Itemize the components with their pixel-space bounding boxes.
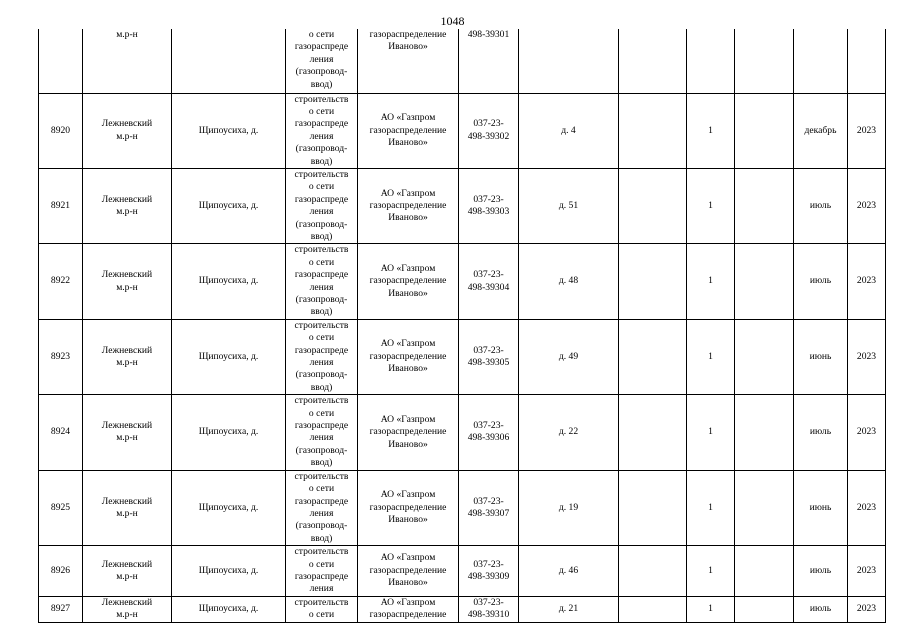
cell-locality: Щипоусиха, д. [172, 546, 286, 597]
cell-locality: Щипоусиха, д. [172, 470, 286, 545]
cell-address: д. 48 [519, 244, 619, 319]
cell-month: июнь [794, 319, 848, 394]
cell-works: строительств о сети [286, 596, 358, 622]
cell-works: строительств о сети газораспреде ления (газопровод- ввод) [286, 244, 358, 319]
cell-number: 8924 [39, 395, 83, 470]
cell-works: строительств о сети газораспреде ления [286, 546, 358, 597]
cell-organization: газораспределение Иваново» [358, 29, 459, 93]
table-row-continued [39, 29, 886, 93]
cell-year: 2023 [848, 470, 886, 545]
cell-month: июнь [794, 470, 848, 545]
table-row [39, 395, 886, 470]
cell-works: о сети газораспреде ления (газопровод- ввод) [286, 29, 358, 93]
cell-number: 8923 [39, 319, 83, 394]
cell-year: 2023 [848, 319, 886, 394]
cell-locality: Щипоусиха, д. [172, 168, 286, 243]
cell-month [794, 29, 848, 93]
cell-count: 1 [687, 319, 735, 394]
cell-code: 037-23- 498-39304 [459, 244, 519, 319]
cell-count: 1 [687, 596, 735, 622]
cell-col8 [619, 319, 687, 394]
cell-number: 8921 [39, 168, 83, 243]
cell-year: 2023 [848, 168, 886, 243]
cell-address: д. 49 [519, 319, 619, 394]
cell-count [687, 29, 735, 93]
cell-year: 2023 [848, 244, 886, 319]
cell-month: декабрь [794, 93, 848, 168]
cell-district: Лежневский м.р-н [83, 470, 172, 545]
cell-organization: АО «Газпром газораспределение Иваново» [358, 546, 459, 597]
cell-count: 1 [687, 546, 735, 597]
cell-col8 [619, 244, 687, 319]
cell-year: 2023 [848, 596, 886, 622]
cell-col10 [735, 93, 794, 168]
cell-organization: АО «Газпром газораспределение Иваново» [358, 168, 459, 243]
table-row [39, 470, 886, 545]
cell-works: строительств о сети газораспреде ления (газопровод- ввод) [286, 168, 358, 243]
cell-organization: АО «Газпром газораспределение Иваново» [358, 93, 459, 168]
cell-code: 037-23- 498-39309 [459, 546, 519, 597]
cell-code: 037-23- 498-39306 [459, 395, 519, 470]
cell-month: июль [794, 596, 848, 622]
cell-locality: Щипоусиха, д. [172, 596, 286, 622]
cell-col10 [735, 395, 794, 470]
cell-code: 037-23- 498-39303 [459, 168, 519, 243]
cell-code: 037-23- 498-39302 [459, 93, 519, 168]
cell-month: июль [794, 546, 848, 597]
cell-col8 [619, 546, 687, 597]
cell-year [848, 29, 886, 93]
cell-col10 [735, 596, 794, 622]
cell-count: 1 [687, 395, 735, 470]
cell-month: июль [794, 395, 848, 470]
cell-col8 [619, 29, 687, 93]
cell-col10 [735, 168, 794, 243]
cell-number [39, 29, 83, 93]
table-row [39, 596, 886, 622]
cell-district: м.р-н [83, 29, 172, 93]
table-row [39, 319, 886, 394]
cell-district: Лежневский м.р-н [83, 93, 172, 168]
cell-district: Лежневский м.р-н [83, 395, 172, 470]
cell-number: 8920 [39, 93, 83, 168]
table-row [39, 93, 886, 168]
cell-count: 1 [687, 470, 735, 545]
cell-locality: Щипоусиха, д. [172, 93, 286, 168]
cell-address: д. 46 [519, 546, 619, 597]
cell-code: 498-39301 [459, 29, 519, 93]
records-table [38, 29, 886, 623]
cell-address: д. 4 [519, 93, 619, 168]
cell-month: июль [794, 168, 848, 243]
cell-count: 1 [687, 244, 735, 319]
cell-locality [172, 29, 286, 93]
cell-locality: Щипоусиха, д. [172, 319, 286, 394]
cell-works: строительств о сети газораспреде ления (газопровод- ввод) [286, 470, 358, 545]
cell-col8 [619, 93, 687, 168]
cell-locality: Щипоусиха, д. [172, 244, 286, 319]
cell-district: Лежневский м.р-н [83, 546, 172, 597]
cell-col8 [619, 168, 687, 243]
cell-works: строительств о сети газораспреде ления (газопровод- ввод) [286, 319, 358, 394]
cell-works: строительств о сети газораспреде ления (газопровод- ввод) [286, 93, 358, 168]
table-row [39, 168, 886, 243]
cell-works: строительств о сети газораспреде ления (газопровод- ввод) [286, 395, 358, 470]
cell-col8 [619, 596, 687, 622]
page-number: 1048 [440, 14, 465, 28]
cell-address: д. 21 [519, 596, 619, 622]
cell-count: 1 [687, 168, 735, 243]
cell-district: Лежневский м.р-н [83, 168, 172, 243]
cell-month: июль [794, 244, 848, 319]
cell-address: д. 22 [519, 395, 619, 470]
cell-organization: АО «Газпром газораспределение [358, 596, 459, 622]
cell-col8 [619, 470, 687, 545]
cell-code: 037-23- 498-39310 [459, 596, 519, 622]
cell-year: 2023 [848, 546, 886, 597]
cell-col10 [735, 546, 794, 597]
cell-number: 8927 [39, 596, 83, 622]
table-row [39, 244, 886, 319]
cell-locality: Щипоусиха, д. [172, 395, 286, 470]
cell-organization: АО «Газпром газораспределение Иваново» [358, 319, 459, 394]
cell-code: 037-23- 498-39307 [459, 470, 519, 545]
cell-address: д. 51 [519, 168, 619, 243]
cell-address: д. 19 [519, 470, 619, 545]
cell-code: 037-23- 498-39305 [459, 319, 519, 394]
cell-year: 2023 [848, 93, 886, 168]
cell-col8 [619, 395, 687, 470]
cell-organization: АО «Газпром газораспределение Иваново» [358, 395, 459, 470]
cell-organization: АО «Газпром газораспределение Иваново» [358, 470, 459, 545]
cell-count: 1 [687, 93, 735, 168]
cell-year: 2023 [848, 395, 886, 470]
cell-col10 [735, 244, 794, 319]
cell-district: Лежневский м.р-н [83, 596, 172, 622]
cell-number: 8922 [39, 244, 83, 319]
cell-address [519, 29, 619, 93]
cell-district: Лежневский м.р-н [83, 319, 172, 394]
cell-col10 [735, 319, 794, 394]
cell-number: 8926 [39, 546, 83, 597]
cell-organization: АО «Газпром газораспределение Иваново» [358, 244, 459, 319]
cell-district: Лежневский м.р-н [83, 244, 172, 319]
cell-number: 8925 [39, 470, 83, 545]
cell-col10 [735, 470, 794, 545]
cell-col10 [735, 29, 794, 93]
table-row [39, 546, 886, 597]
